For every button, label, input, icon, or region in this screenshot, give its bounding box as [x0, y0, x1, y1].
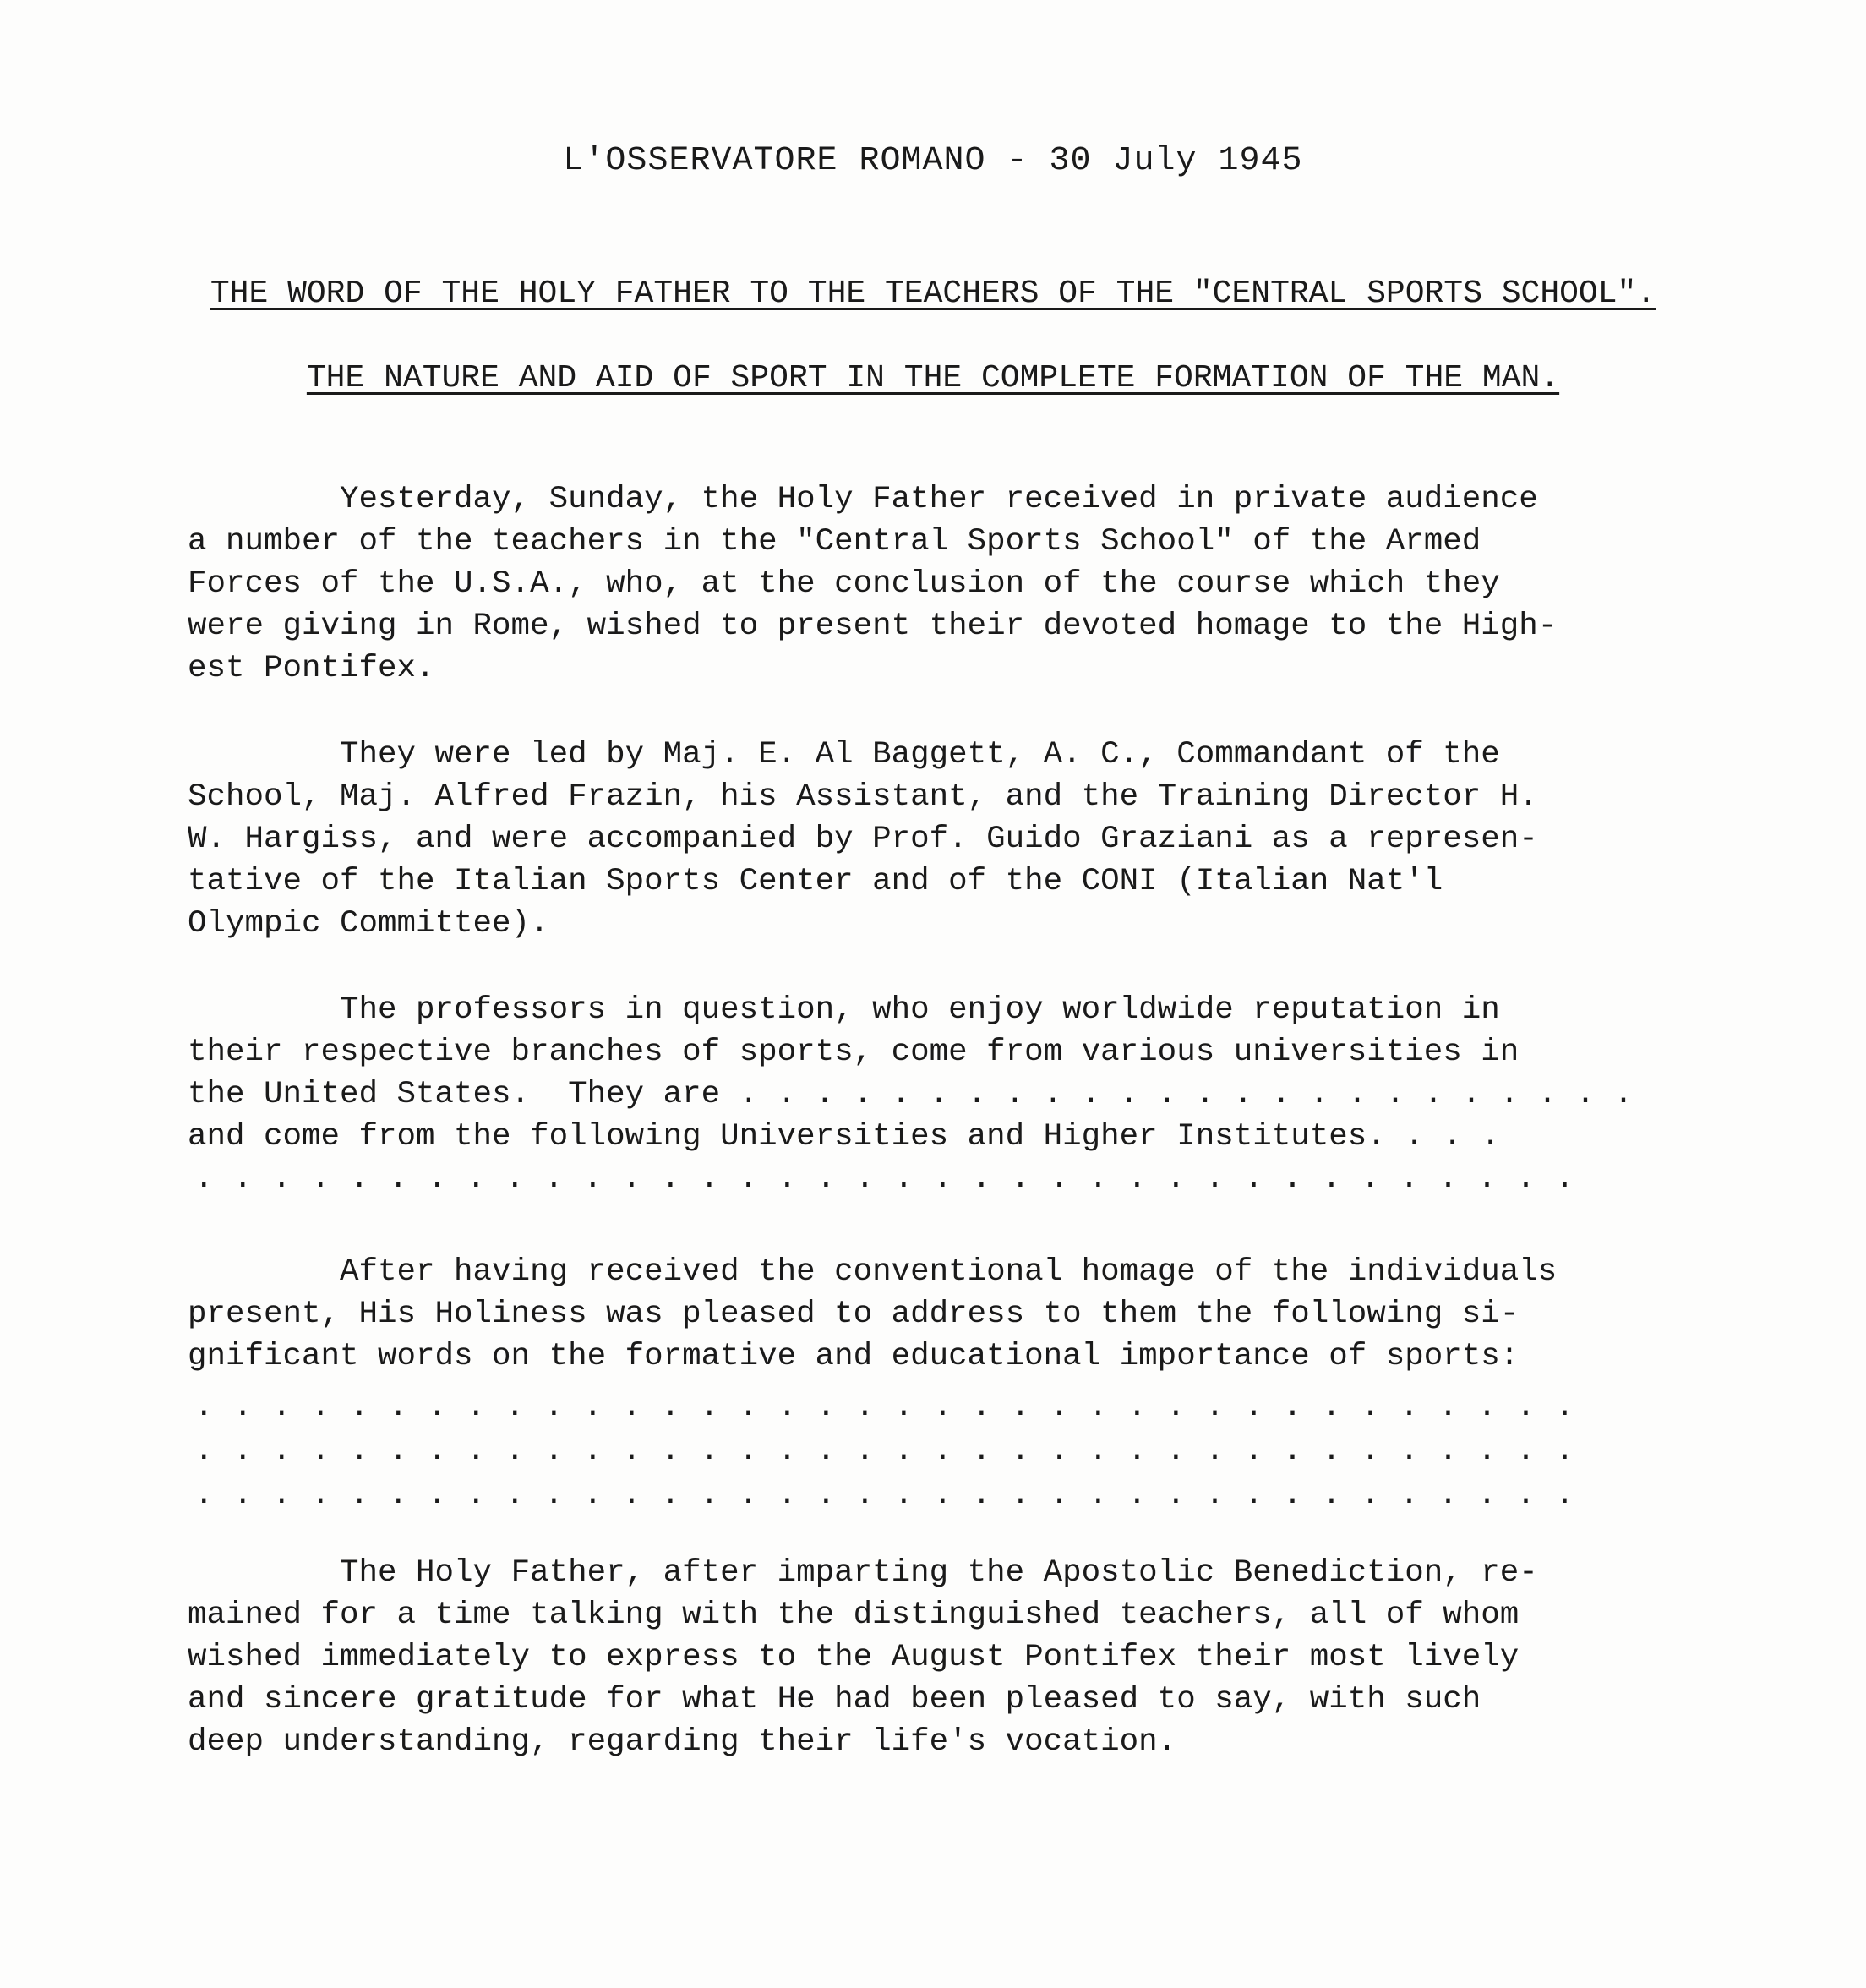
paragraph-audience: Yesterday, Sunday, the Holy Father received in private audience a number of the teachers in the "Central Sports School" of the Armed Forces of the U.S.A., who, at the conclusion of the course which they were giving in Rome, wished to present their devoted homage to the High- est Pontifex. — [188, 482, 1558, 686]
newspaper-masthead: L'OSSERVATORE ROMANO - 30 July 1945 — [563, 142, 1303, 180]
paragraph-leaders: They were led by Maj. E. Al Baggett, A. C., Commandant of the School, Maj. Alfred Frazin, his Assistant, and the Training Director H. W. Hargiss, and were accompanied by Prof. Guido Graziani as a represen- tative of the Italian Sports Center and of the CONI (Italian Nat'l Olympic Committee). — [188, 737, 1538, 942]
article-subtitle: THE NATURE AND AID OF SPORT IN THE COMPLETE FORMATION OF THE MAN. — [306, 360, 1560, 396]
paragraph-professors: The professors in question, who enjoy worldwide reputation in their respective branches of sports, come from various universities in the United States. They are . . . . . . . . . . . . . . . . . . . . . . . . and come from the following Universities and Higher Institutes. . . . — [188, 992, 1634, 1155]
paragraph-address: After having received the conventional homage of the individuals present, His Holiness was pleased to address to them the following si- gnificant words on the formative and educational importance of sports: — [188, 1254, 1558, 1374]
ellipsis-line: . . . . . . . . . . . . . . . . . . . . . . . . . . . . . . . . . . . . — [194, 1161, 1575, 1197]
paragraph-benediction: The Holy Father, after imparting the Apostolic Benediction, re- mained for a time talking with the distinguished teachers, all of whom wished immediately to express to the August Pontifex their most lively and sincere gratitude for what He had been pleased to say, with such deep understanding, regarding their life's vocation. — [188, 1555, 1538, 1760]
ellipsis-line: . . . . . . . . . . . . . . . . . . . . . . . . . . . . . . . . . . . . — [194, 1434, 1575, 1469]
ellipsis-line: . . . . . . . . . . . . . . . . . . . . . . . . . . . . . . . . . . . . — [194, 1477, 1575, 1513]
article-title: THE WORD OF THE HOLY FATHER TO THE TEACHERS OF THE "CENTRAL SPORTS SCHOOL". — [210, 276, 1656, 312]
ellipsis-line: . . . . . . . . . . . . . . . . . . . . . . . . . . . . . . . . . . . . — [194, 1390, 1575, 1425]
